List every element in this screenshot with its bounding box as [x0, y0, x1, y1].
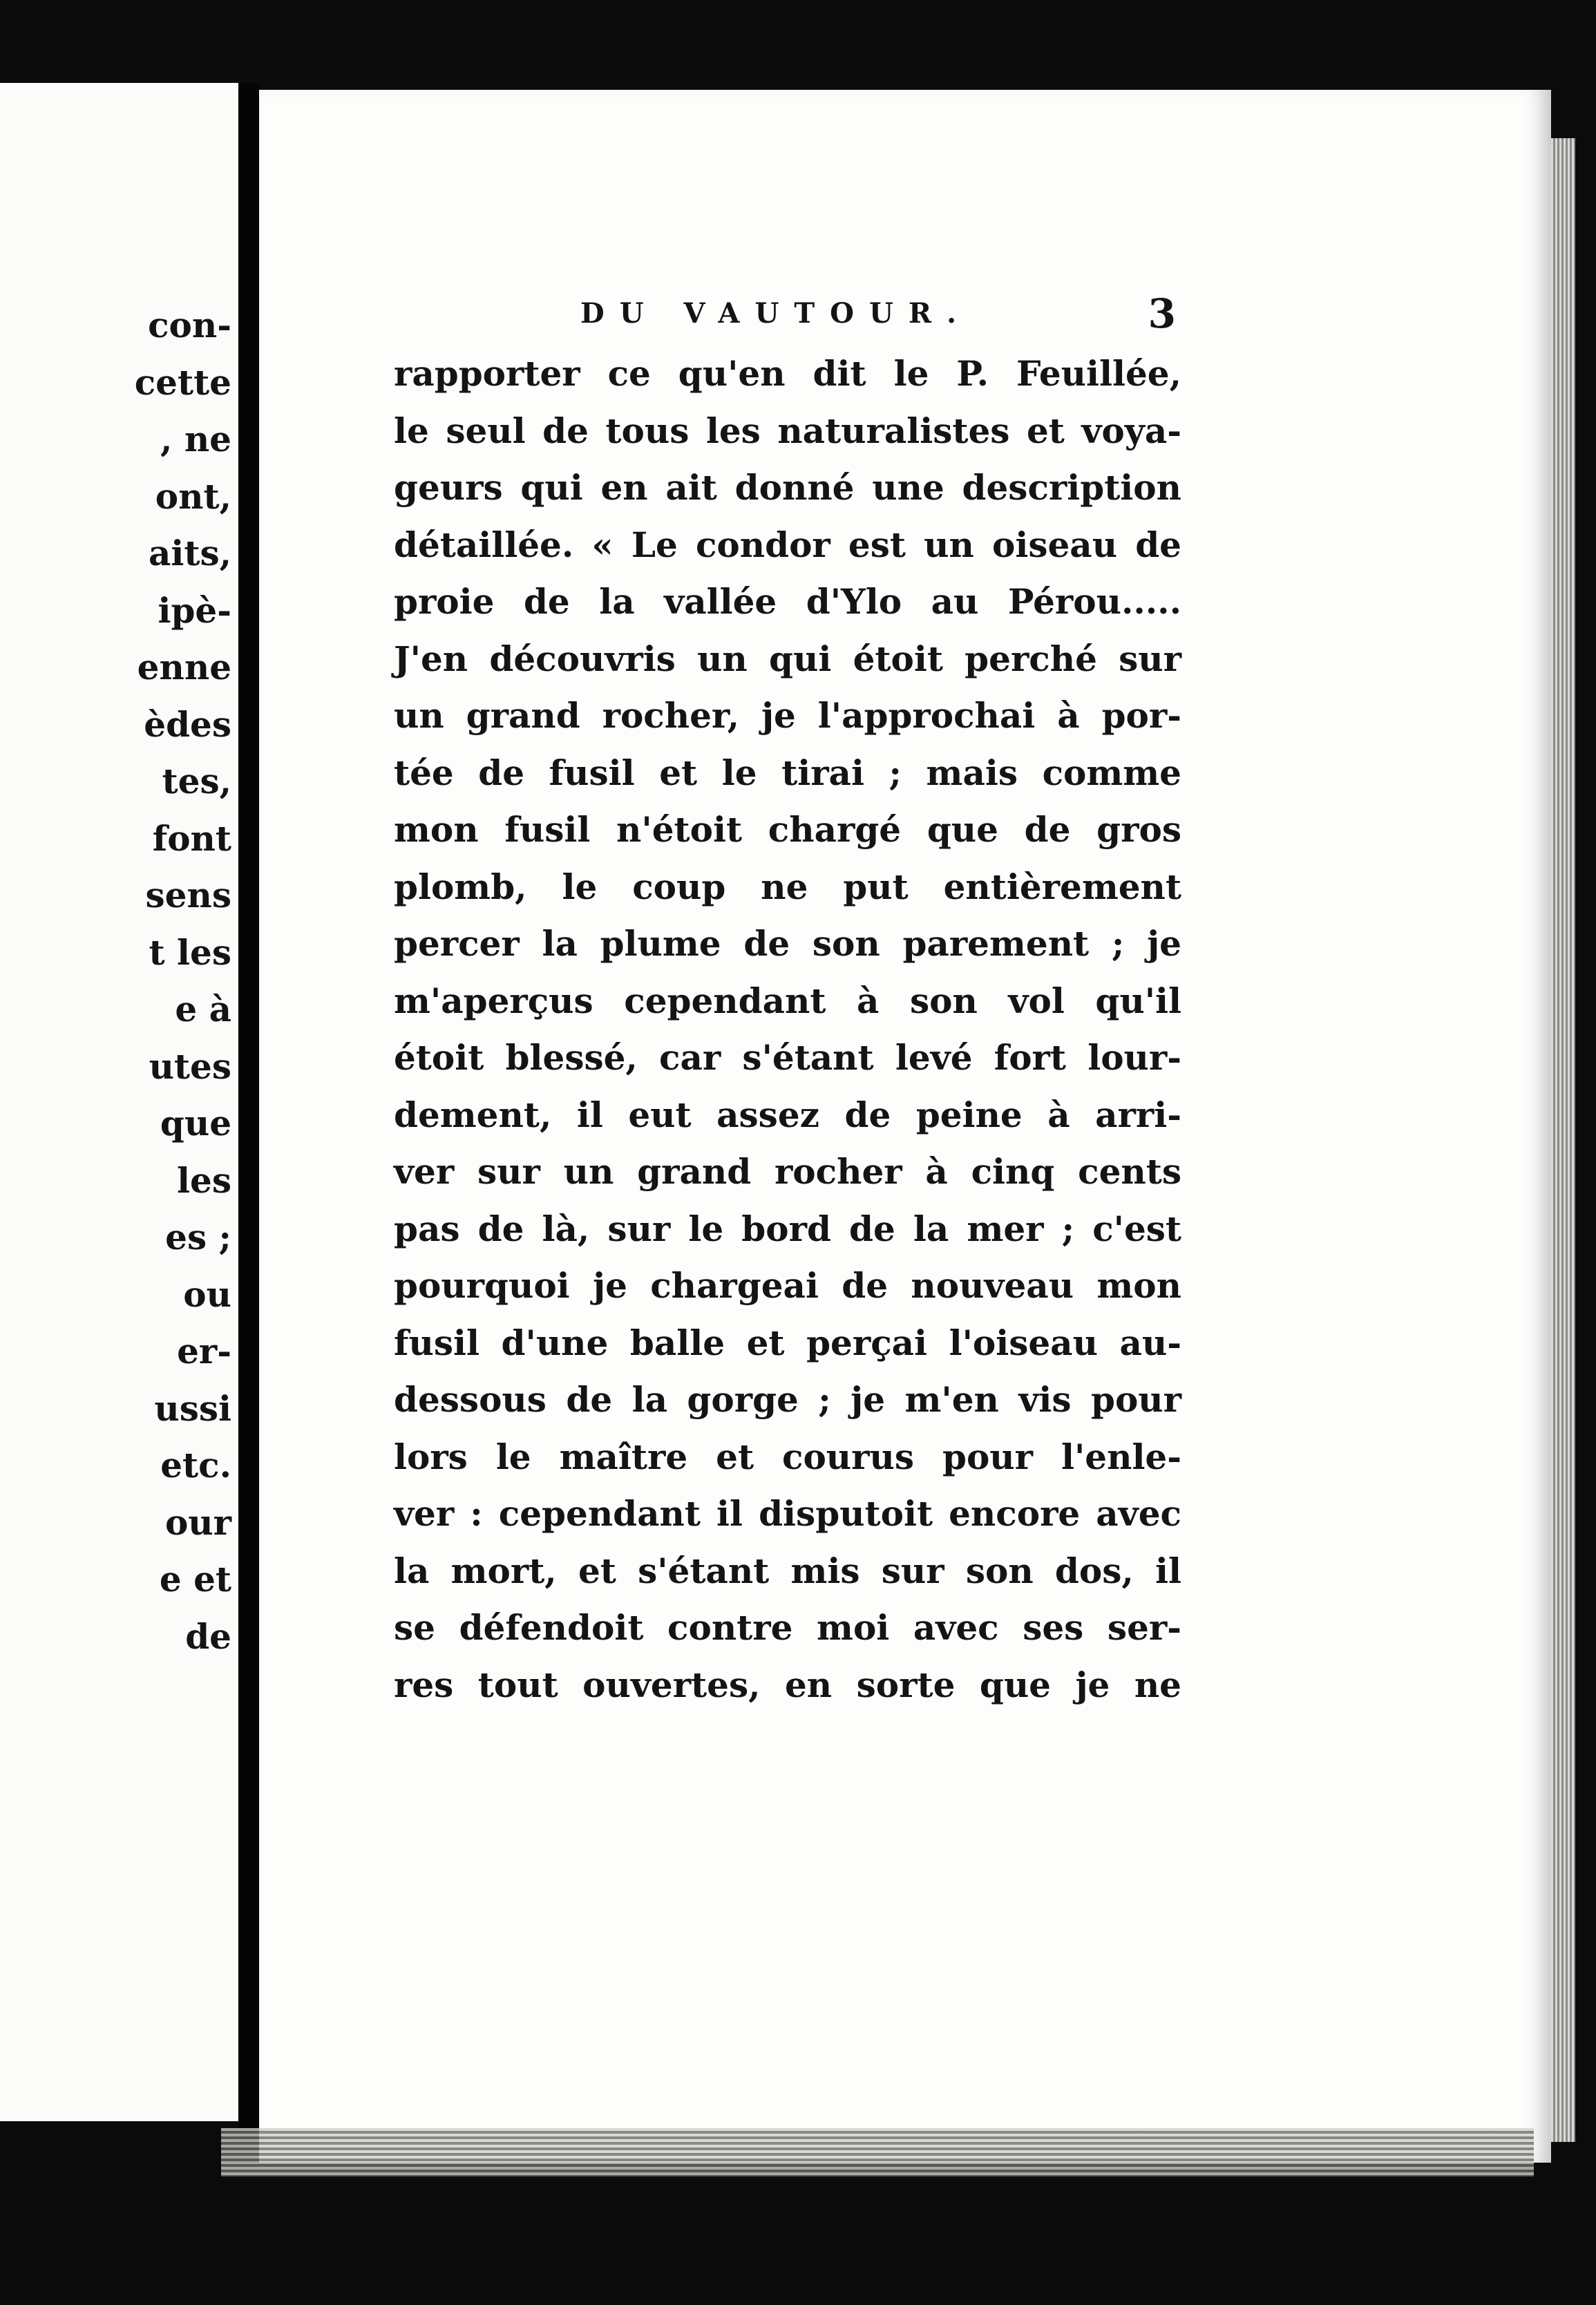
text-line: plomb, le coup ne put entièrement: [394, 866, 1181, 907]
left-line: que: [160, 1103, 231, 1144]
running-head: [394, 290, 1181, 345]
right-page-text-block: [394, 290, 1181, 1714]
text-line: dement, il eut assez de peine à arri-: [394, 1094, 1181, 1135]
left-line: utes: [149, 1045, 231, 1087]
page-edge-stack: [1551, 138, 1575, 2142]
text-line: étoit blessé, car s'étant levé fort lour-: [394, 1037, 1181, 1078]
text-line: percer la plume de son parement ; je: [394, 923, 1181, 964]
left-line: font: [152, 817, 231, 859]
text-line: dessous de la gorge ; je m'en vis pour: [394, 1379, 1181, 1420]
book-gutter: [238, 83, 259, 2142]
left-line: les: [177, 1159, 231, 1201]
left-line: our: [164, 1501, 231, 1543]
bottom-page-edge: [221, 2128, 1534, 2176]
page-number: 3: [1148, 290, 1176, 337]
left-line: e à: [175, 989, 231, 1030]
text-line: ver sur un grand rocher à cinq cents: [394, 1151, 1181, 1192]
left-line: t les: [149, 931, 231, 973]
left-line: ont,: [155, 475, 231, 517]
text-line: tée de fusil et le tirai ; mais comme: [394, 752, 1181, 793]
text-line: rapporter ce qu'en dit le P. Feuillée,: [394, 353, 1181, 394]
left-line: sens: [145, 875, 231, 916]
left-line: tes,: [162, 761, 231, 801]
left-line: ussi: [154, 1387, 231, 1429]
text-line: geurs qui en ait donné une description: [394, 467, 1181, 508]
left-line: cette: [134, 361, 231, 403]
left-facing-page: [0, 83, 238, 2121]
left-line: ou: [183, 1273, 231, 1315]
text-line: le seul de tous les naturalistes et voya-: [394, 410, 1181, 451]
body-text: [394, 345, 1181, 1714]
text-line: ver : cependant il disputoit encore avec: [394, 1493, 1181, 1534]
left-line: , ne: [160, 419, 231, 459]
text-line: m'aperçus cependant à son vol qu'il: [394, 980, 1181, 1021]
left-line: de: [185, 1615, 231, 1657]
text-line: mon fusil n'étoit chargé que de gros: [394, 809, 1181, 850]
text-line: détaillée. « Le condor est un oiseau de: [394, 524, 1181, 565]
left-line: etc.: [160, 1445, 231, 1486]
left-line: èdes: [144, 703, 231, 745]
left-line: e et: [159, 1559, 231, 1600]
left-line: con-: [148, 305, 231, 345]
text-line: proie de la vallée d'Ylo au Pérou.....: [394, 581, 1181, 622]
left-line: enne: [137, 647, 231, 687]
running-title: DU VAUTOUR.: [580, 297, 972, 330]
text-line: J'en découvris un qui étoit perché sur: [394, 638, 1181, 679]
text-line: res tout ouvertes, en sorte que je ne: [394, 1664, 1181, 1705]
text-line: pas de là, sur le bord de la mer ; c'est: [394, 1208, 1181, 1249]
text-line: un grand rocher, je l'approchai à por-: [394, 695, 1181, 736]
left-line: er-: [177, 1331, 231, 1372]
text-line: fusil d'une balle et perçai l'oiseau au-: [394, 1322, 1181, 1363]
left-line: aits,: [148, 533, 231, 573]
left-line: ipè-: [158, 589, 231, 631]
left-line: es ;: [165, 1217, 231, 1258]
text-line: pourquoi je chargeai de nouveau mon: [394, 1265, 1181, 1306]
text-line: se défendoit contre moi avec ses ser-: [394, 1607, 1181, 1648]
text-line: la mort, et s'étant mis sur son dos, il: [394, 1550, 1181, 1591]
left-page-text: [135, 297, 231, 1665]
text-line: lors le maître et courus pour l'enle-: [394, 1436, 1181, 1477]
